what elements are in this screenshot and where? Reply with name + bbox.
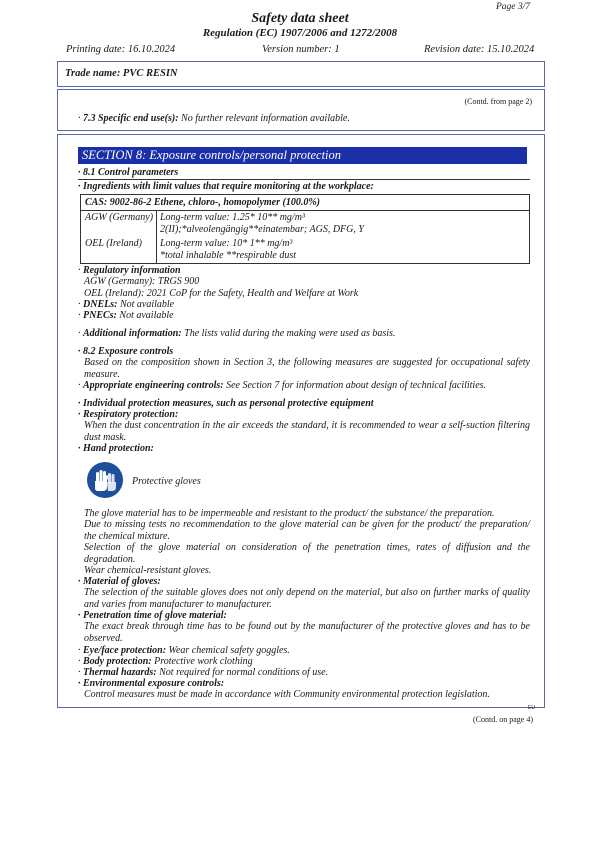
revision-date: Revision date: 15.10.2024 (424, 44, 535, 55)
eye-protection: · Eye/face protection: Wear chemical safety goggles. (78, 645, 290, 656)
limit-value: Long-term value: 1.25* 10** mg/m³ (160, 212, 305, 223)
eu-mark: EU (528, 705, 535, 711)
limit-value: Long-term value: 10* 1** mg/m³ (160, 238, 293, 249)
respiratory-label: · Respiratory protection: (78, 409, 179, 420)
limit-org: AGW (Germany) (85, 212, 154, 223)
limit-org: OEL (Ireland) (85, 238, 142, 249)
specific-end-use: · 7.3 Specific end use(s): No further relevant information available. (78, 113, 350, 124)
engineering-controls: · Appropriate engineering controls: See Section 7 for information about design of technical facilities. (78, 380, 487, 391)
exposure-text: Based on the composition shown in Section 3, the following measures are suggested for occupational safety measure. (84, 357, 530, 380)
regulation: Regulation (EC) 1907/2006 and 1272/2008 (202, 27, 398, 39)
contd-from: (Contd. from page 2) (464, 97, 532, 106)
ingredients-heading: · Ingredients with limit values that require monitoring at the workplace: (78, 181, 374, 192)
glove-paragraph: Selection of the glove material on consideration of the penetration times, rates of diffusion and the degradation. (84, 542, 530, 565)
environmental-text: Control measures must be made in accordance with Community environmental protection legislation. (84, 689, 490, 700)
penetration-label: · Penetration time of glove material: (78, 610, 227, 621)
material-label: · Material of gloves: (78, 576, 161, 587)
penetration-text: The exact break through time has to be found out by the manufacturer of the protective gloves and has to be observed. (84, 621, 530, 644)
pnecs: · PNECs: Not available (78, 310, 174, 321)
cas-line: CAS: 9002-86-2 Ethene, chloro-, homopolymer (100.0%) (85, 197, 320, 208)
version-number: Version number: 1 (262, 44, 340, 55)
hand-protection-label: · Hand protection: (78, 443, 154, 454)
respiratory-text: When the dust concentration in the air exceeds the standard, it is recommended to wear a self-suction filtering dust mask. (84, 420, 530, 443)
trade-name-box (57, 61, 545, 87)
limit-note: *total inhalable **respirable dust (160, 250, 297, 261)
thermal-hazards: · Thermal hazards: Not required for normal conditions of use. (78, 667, 329, 678)
regulatory-line: OEL (Ireland): 2021 CoP for the Safety, Health and Welfare at Work (84, 288, 359, 299)
dnels: · DNELs: Not available (78, 299, 175, 310)
control-parameters: · 8.1 Control parameters (78, 167, 179, 178)
glove-paragraph: Due to missing tests no recommendation to the glove material can be given for the product/ the preparation/ the chemical mixture. (84, 519, 530, 542)
section8-heading: SECTION 8: Exposure controls/personal protection (78, 147, 527, 164)
glove-paragraph: The glove material has to be impermeable and resistant to the product/ the substance/ the preparation. (84, 508, 495, 519)
section7-continuation-box (57, 89, 545, 131)
exposure-controls: · 8.2 Exposure controls (78, 346, 174, 357)
document-title: Safety data sheet (251, 11, 349, 26)
glove-paragraph: Wear chemical-resistant gloves. (84, 565, 212, 576)
individual-protection: · Individual protection measures, such as personal protective equipment (78, 398, 374, 409)
limit-note: 2(II);*alveolengängig**einatembar; AGS, DFG, Y (160, 224, 364, 235)
regulatory-info: · Regulatory information (78, 265, 181, 276)
body-protection: · Body protection: Protective work clothing (78, 656, 253, 667)
printing-date: Printing date: 16.10.2024 (66, 44, 176, 55)
material-text: The selection of the suitable gloves does not only depend on the material, but also on further marks of quality and varies from manufacturer to manufacturer. (84, 587, 530, 610)
gloves-caption: Protective gloves (132, 476, 201, 487)
additional-info: · Additional information: The lists valid during the making were used as basis. (78, 328, 396, 339)
gloves-icon (86, 461, 124, 499)
contd-on: (Contd. on page 4) (473, 715, 533, 724)
regulatory-line: AGW (Germany): TRGS 900 (84, 276, 200, 287)
limits-table (80, 194, 530, 264)
environmental-label: · Environmental exposure controls: (78, 678, 225, 689)
trade-name: Trade name: PVC RESIN (65, 68, 178, 79)
page-number: Page 3/7 (495, 2, 530, 12)
